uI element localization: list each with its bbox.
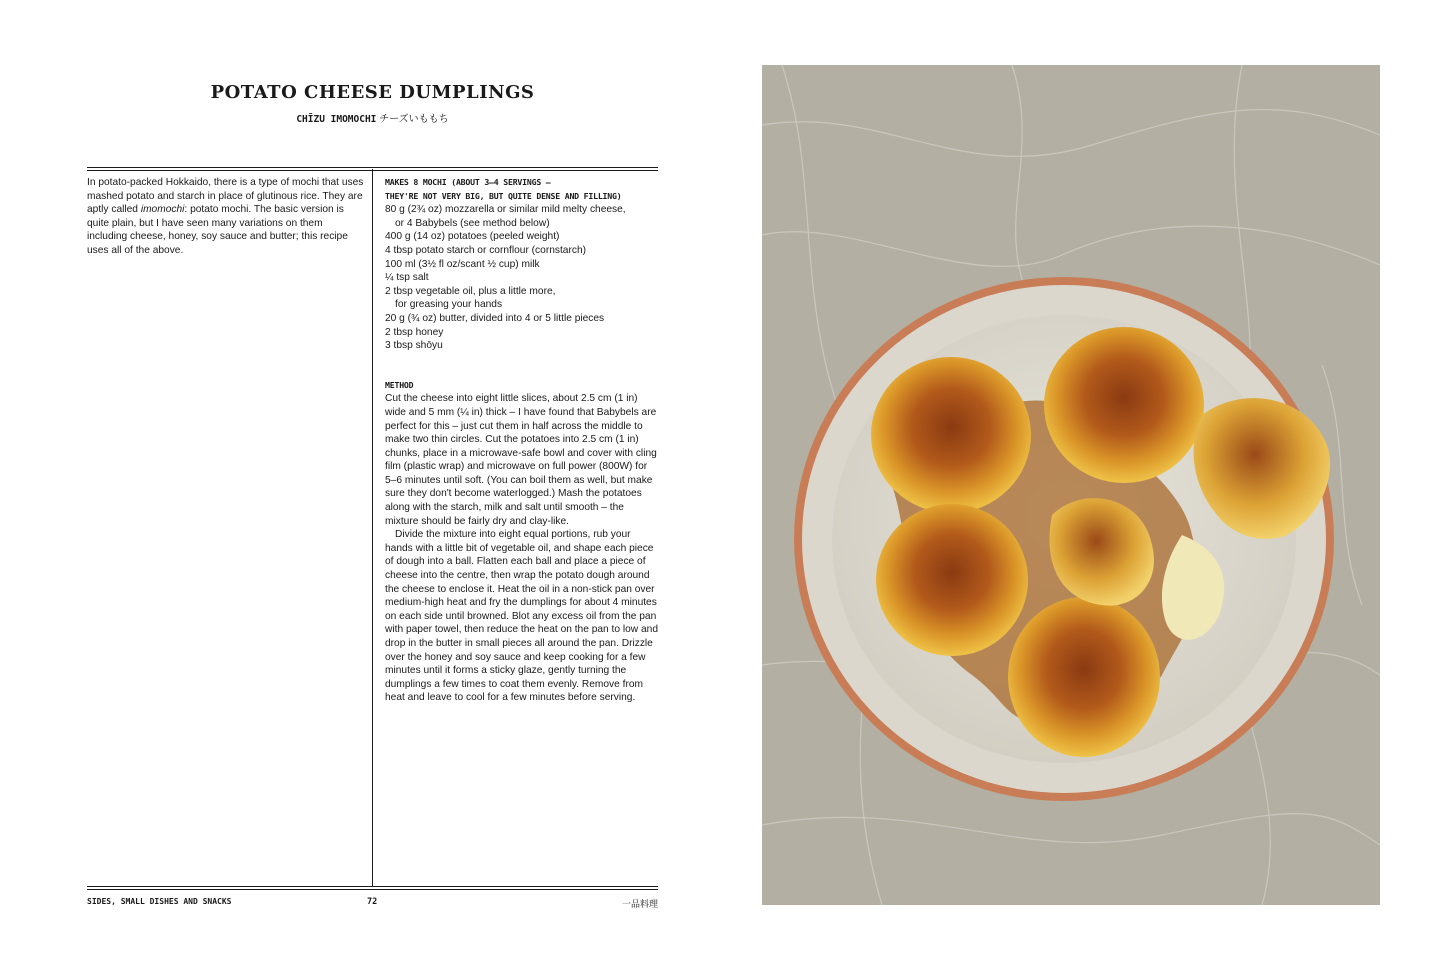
dumplings-photo: [762, 65, 1380, 905]
ingredient: 100 ml (3½ fl oz/scant ½ cup) milk: [385, 258, 540, 270]
ingredient: 3 tbsp shōyu: [385, 340, 443, 352]
makes-heading-line: THEY'RE NOT VERY BIG, BUT QUITE DENSE AND FILLING): [385, 190, 622, 201]
ingredient: 2 tbsp honey: [385, 326, 444, 338]
intro-paragraph: [87, 176, 365, 258]
ingredient: for greasing your hands: [395, 299, 503, 311]
top-rule: [87, 167, 658, 168]
footer-section: SIDES, SMALL DISHES AND SNACKS: [87, 897, 232, 906]
recipe-subtitle: [87, 110, 658, 125]
ingredient: ¼ tsp salt: [385, 272, 429, 284]
subtitle-romaji: CHĪZU IMOMOCHI: [296, 114, 377, 125]
method-paragraph: Divide the mixture into eight equal portions, rub your hands with a little bit of vegetable oil, and shape each piece of dough into a ball. Flatten each ball and place a piece of cheese into the centre, then wrap the potato dough around the cheese to enclose it. Heat the oil in a non-stick pan over medium-high heat and fry the dumplings for about 4 minutes on each side until browned. Blot any excess oil from the pan with paper towel, then reduce the heat on the pan to low and drop in the butter in small pieces all around the pan. Drizzle over the honey and soy sauce and keep cooking for a few minutes until it forms a sticky glaze, gently turning the dumplings a few times to coat them evenly. Remove from heat and leave to cool for a few minutes before serving.: [385, 529, 658, 704]
intro-text-rest: : potato mochi. The basic version is quite plain, but I have seen many variations on them including cheese, honey, soy sauce and butter; this recipe uses all of the above.: [87, 204, 348, 256]
makes-heading-line: MAKES 8 MOCHI (ABOUT 3–4 SERVINGS –: [385, 177, 551, 187]
recipe-title: POTATO CHEESE DUMPLINGS: [210, 82, 535, 103]
method-text: [385, 392, 659, 705]
bottom-rule-second: [87, 889, 658, 890]
recipe-column: [385, 176, 659, 705]
ingredient: 80 g (2¾ oz) mozzarella or similar mild melty cheese,: [385, 204, 626, 216]
ingredient: 2 tbsp vegetable oil, plus a little more,: [385, 285, 556, 297]
footer-section-japanese: 一品料理: [621, 899, 658, 909]
subtitle-japanese: チーズいももち: [379, 114, 449, 125]
ingredient: or 4 Babybels (see method below): [395, 217, 550, 229]
page-number: 72: [367, 897, 378, 907]
ingredient-list: [385, 203, 659, 353]
intro-term: imomochi: [140, 204, 185, 216]
ingredient: 20 g (¾ oz) butter, divided into 4 or 5 little pieces: [385, 312, 605, 324]
method-paragraph: Cut the cheese into eight little slices, about 2.5 cm (1 in) wide and 5 mm (¼ in) thick – I have found that Babybels are perfect for this – just cut them in half across the middle to make two thin circles. Cut the potatoes into 2.5 cm (1 in) chunks, place in a microwave-safe bowl and cover with cling film (plastic wrap) and microwave on full power (800W) for 5–6 minutes until soft. (You can boil them as well, but make sure they don't become waterlogged.) Mash the potatoes along with the starch, milk and salt until smooth – the mixture should be fairly dry and clay-like.: [385, 393, 657, 527]
column-divider: [372, 169, 373, 887]
method-heading: METHOD: [385, 379, 414, 390]
ingredient: 4 tbsp potato starch or cornflour (cornstarch): [385, 244, 587, 256]
bottom-rule: [87, 886, 658, 887]
ingredient: 400 g (14 oz) potatoes (peeled weight): [385, 231, 560, 243]
makes-heading: [385, 176, 659, 203]
intro-text: In potato-packed Hokkaido, there is a type of mochi that uses mashed potato and starch in place of glutinous rice. They are aptly called: [87, 177, 364, 216]
